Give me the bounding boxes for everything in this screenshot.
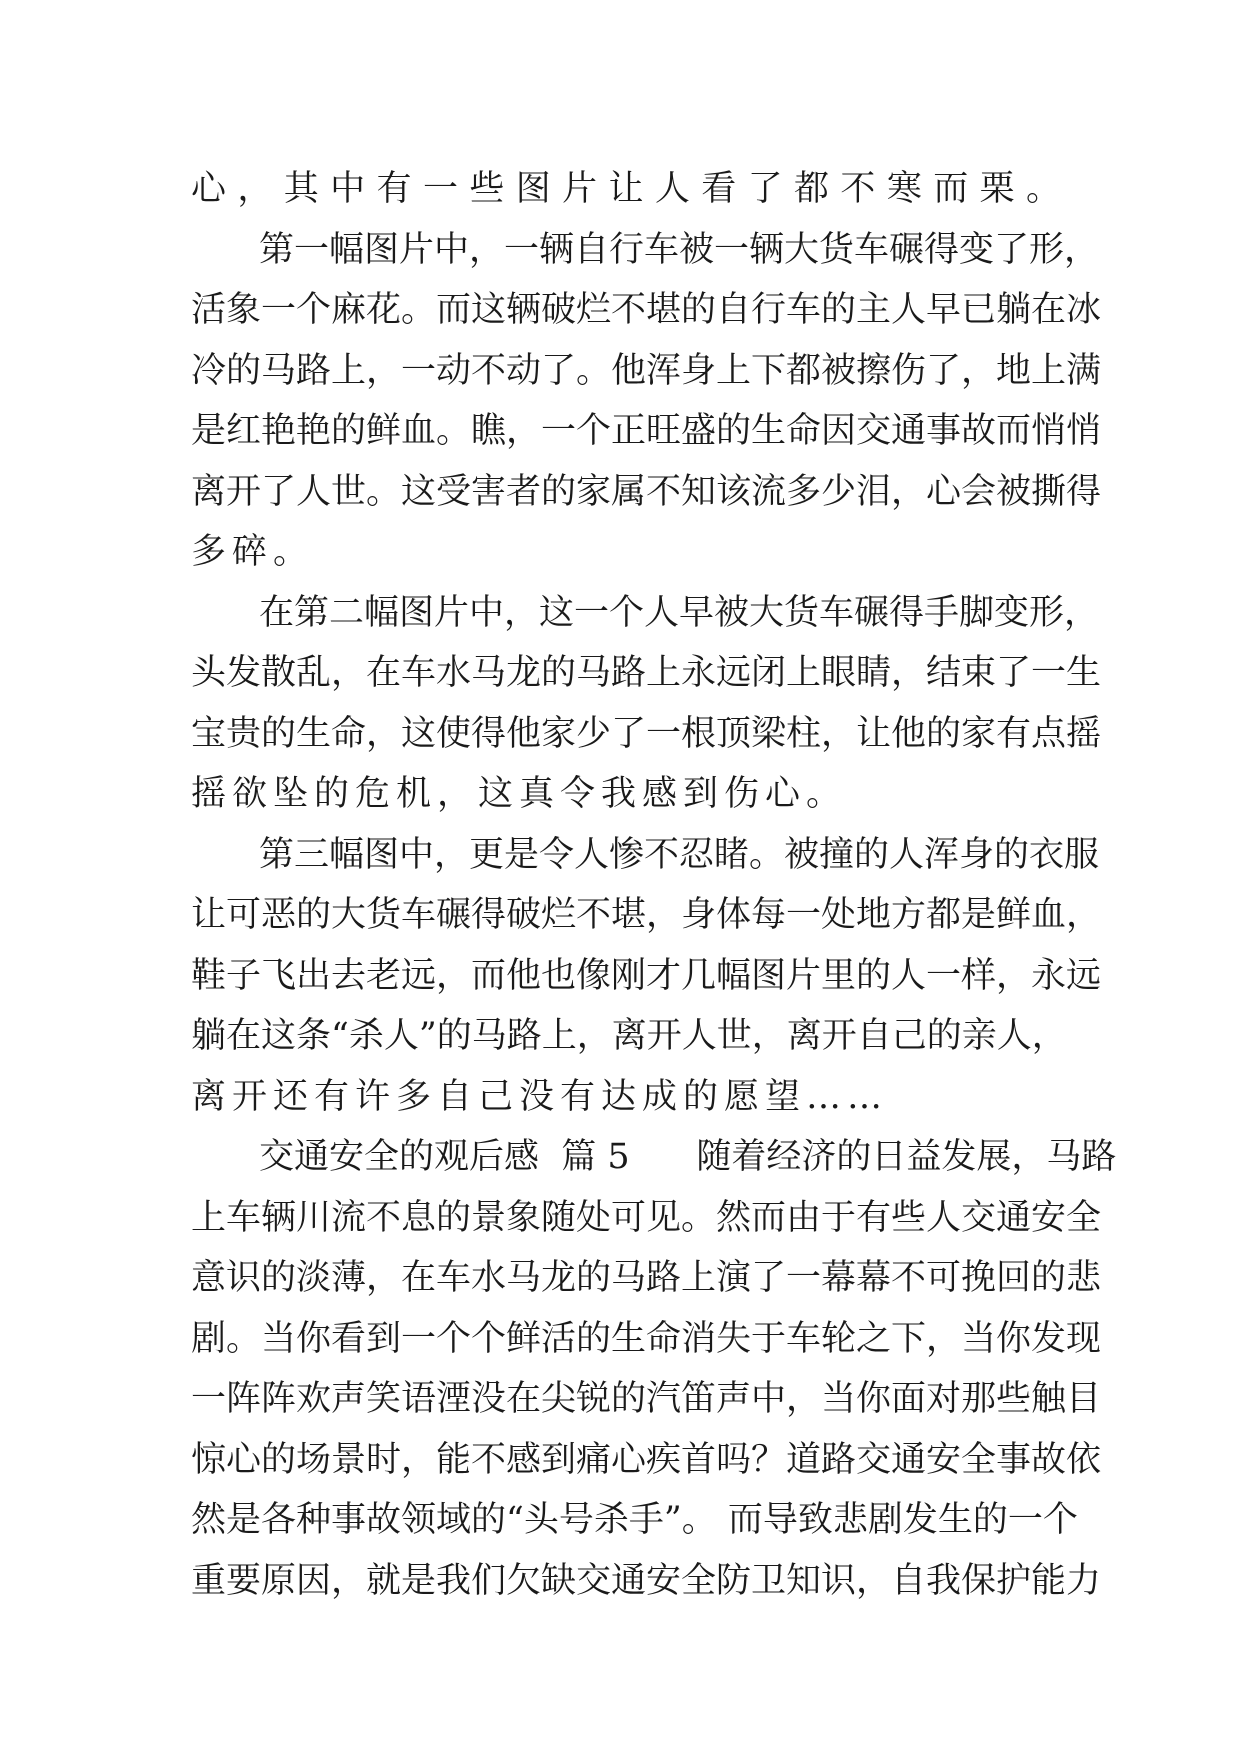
text-line: 上车辆川流不息的景象随处可见。然而由于有些人交通安全 <box>191 1197 1102 1238</box>
text-line: 冷的马路上，一动不动了。他浑身上下都被擦伤了，地上满 <box>191 350 1102 391</box>
text-line: 心，其中有一些图片让人看了都不寒而栗。 <box>191 169 1061 209</box>
text-line: 离开还有许多自己没有达成的愿望…… <box>191 1076 889 1117</box>
text-line: 然是各种事故领域的“头号杀手”。 而导致悲剧发生的一个 <box>191 1500 1078 1540</box>
text-line: 让可恶的大货车碾得破烂不堪，身体每一处地方都是鲜血， <box>191 895 1102 935</box>
text-line: 鞋子飞出去老远，而他也像刚才几幅图片里的人一样，永远 <box>191 955 1102 996</box>
text-line: 头发散乱，在车水马龙的马路上永远闭上眼睛，结束了一生 <box>191 653 1102 693</box>
text-line: 剧。当你看到一个个鲜活的生命消失于车轮之下，当你发现 <box>191 1318 1102 1359</box>
text-line: 摇欲坠的危机，这真令我感到伤心。 <box>191 774 848 814</box>
text-line: 是红艳艳的鲜血。瞧，一个正旺盛的生命因交通事故而悄悄 <box>191 411 1102 451</box>
text-line: 宝贵的生命，这使得他家少了一根顶梁柱，让他的家有点摇 <box>191 713 1102 754</box>
text-line: 交通安全的观后感 篇 5 随着经济的日益发展，马路 <box>259 1137 1117 1177</box>
text-line: 第三幅图中，更是令人惨不忍睹。被撞的人浑身的衣服 <box>259 834 1100 875</box>
text-line: 活象一个麻花。而这辆破烂不堪的自行车的主人早已躺在冰 <box>191 290 1102 330</box>
text-line: 惊心的场景时，能不感到痛心疾首吗？道路交通安全事故依 <box>191 1439 1102 1480</box>
body-text <box>191 159 1117 1611</box>
text-line: 意识的淡薄，在车水马龙的马路上演了一幕幕不可挽回的悲 <box>191 1258 1102 1298</box>
text-line: 多碎。 <box>191 532 315 572</box>
text-line: 一阵阵欢声笑语湮没在尖锐的汽笛声中，当你面对那些触目 <box>191 1379 1102 1419</box>
text-line: 离开了人世。这受害者的家属不知该流多少泪，心会被撕得 <box>191 471 1102 512</box>
text-line: 躺在这条“杀人”的马路上，离开人世，离开自己的亲人， <box>191 1016 1067 1056</box>
text-line: 在第二幅图片中，这一个人早被大货车碾得手脚变形， <box>259 592 1100 633</box>
text-line: 第一幅图片中，一辆自行车被一辆大货车碾得变了形， <box>259 229 1100 270</box>
text-line: 重要原因，就是我们欠缺交通安全防卫知识，自我保护能力 <box>191 1560 1102 1601</box>
